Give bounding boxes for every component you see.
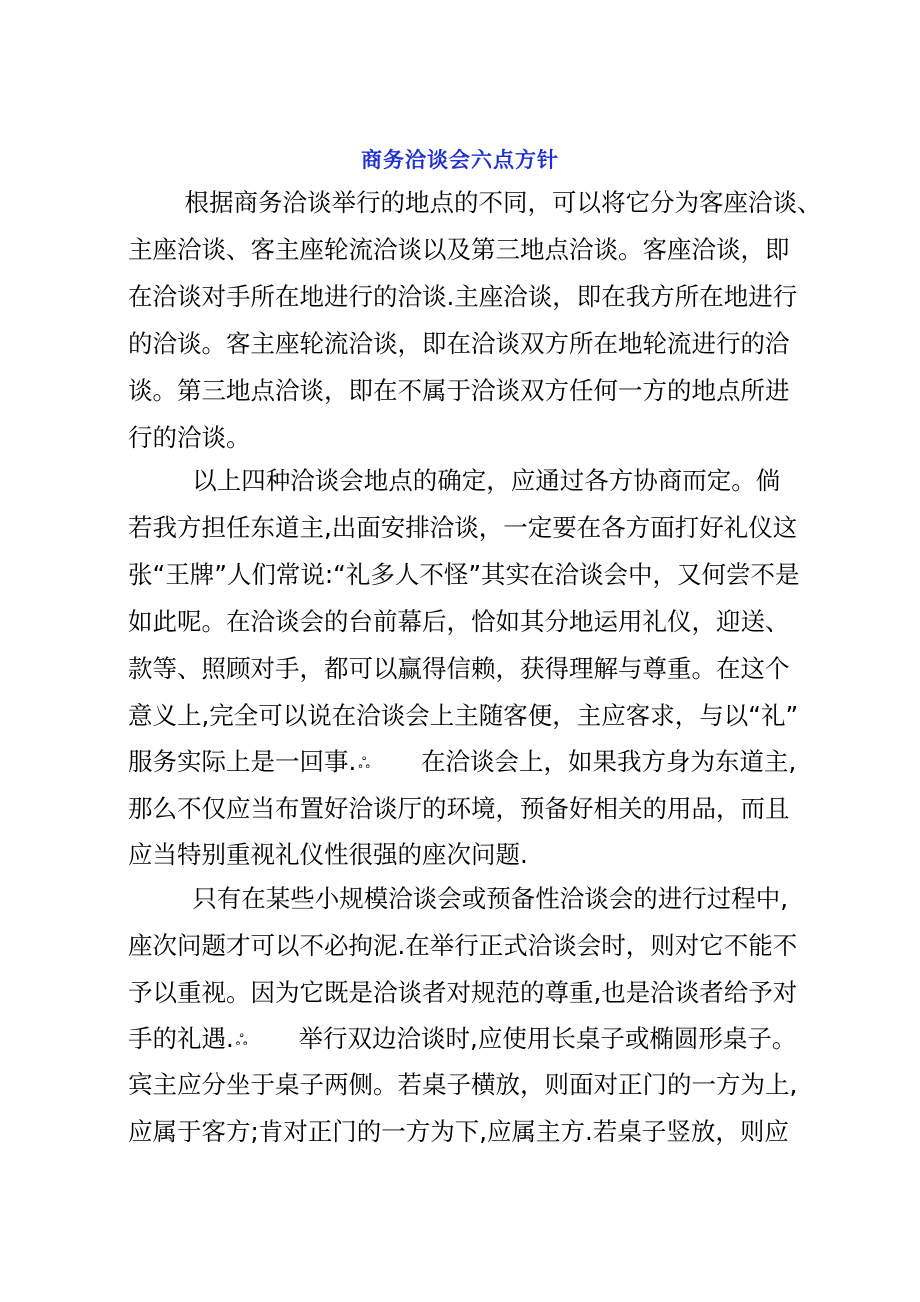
paragraph-2-line-7-start: 服务实际上是一回事. xyxy=(128,747,357,776)
paragraph-2-line-7 xyxy=(128,747,796,778)
paragraph-1-line-1: 根据商务洽谈举行的地点的不同，可以将它分为客座洽谈、 xyxy=(160,188,822,217)
paragraph-1-line-4: 的洽谈。客主座轮流洽谈，即在洽谈双方所在地轮流进行的洽 xyxy=(128,329,790,358)
paragraph-3-line-2: 座次问题才可以不必拘泥.在举行正式洽谈会时，则对它不能不 xyxy=(128,931,798,960)
paragraph-3-line-6: 应属于客方;肯对正门的一方为下,应属主方.若桌子竖放，则应 xyxy=(128,1117,789,1146)
paragraph-3-line-4-start: 手的礼遇. xyxy=(128,1024,234,1053)
paragraph-3-line-4 xyxy=(128,1024,796,1055)
paragraph-3-line-5: 宾主应分坐于桌子两侧。若桌子横放，则面对正门的一方为上, xyxy=(128,1070,798,1099)
paragraph-3-line-4-end: 举行双边洽谈时,应使用长桌子或椭圆形桌子。 xyxy=(249,1024,797,1053)
paragraph-2-line-1: 以上四种洽谈会地点的确定，应通过各方协商而定。倘 xyxy=(160,466,781,495)
paragraph-1-line-2: 主座洽谈、客主座轮流洽谈以及第三地点洽谈。客座洽谈，即 xyxy=(128,235,790,264)
paragraph-1-line-5: 谈。第三地点洽谈，即在不属于洽谈双方任何一方的地点所进 xyxy=(128,376,790,405)
paragraph-3-line-1: 只有在某些小规模洽谈会或预备性洽谈会的进行过程中, xyxy=(160,884,789,913)
paragraph-2-line-2: 若我方担任东道主,出面安排洽谈，一定要在各方面打好礼仪这 xyxy=(128,513,798,542)
paragraph-2-line-6: 意义上,完全可以说在洽谈会上主随客便，主应客求，与以“礼” xyxy=(128,701,799,730)
section-mark-icon: ஃ xyxy=(358,754,371,772)
paragraph-2-line-8: 那么不仅应当布置好洽谈厅的环境，预备好相关的用品，而且 xyxy=(128,794,790,823)
paragraph-2-line-3: 张“王牌”人们常说:“礼多人不怪”其实在洽谈会中，又何尝不是 xyxy=(128,560,800,589)
paragraph-1-line-3: 在洽谈对手所在地进行的洽谈.主座洽谈，即在我方所在地进行 xyxy=(128,282,798,311)
paragraph-3-line-3: 予以重视。因为它既是洽谈者对规范的尊重,也是洽谈者给予对 xyxy=(128,978,798,1007)
document-title: 商务洽谈会六点方针 xyxy=(361,148,559,172)
section-mark-icon-2: ஃ xyxy=(235,1031,248,1049)
paragraph-2-line-4: 如此呢。在洽谈会的台前幕后，恰如其分地运用礼仪，迎送、 xyxy=(128,607,790,636)
paragraph-2-line-9: 应当特别重视礼仪性很强的座次问题. xyxy=(128,840,528,869)
paragraph-1-line-6: 行的洽谈。 xyxy=(128,423,251,452)
paragraph-2-line-5: 款等、照顾对手，都可以赢得信赖，获得理解与尊重。在这个 xyxy=(128,654,790,683)
paragraph-2-line-7-end: 在洽谈会上，如果我方身为东道主, xyxy=(372,747,797,776)
